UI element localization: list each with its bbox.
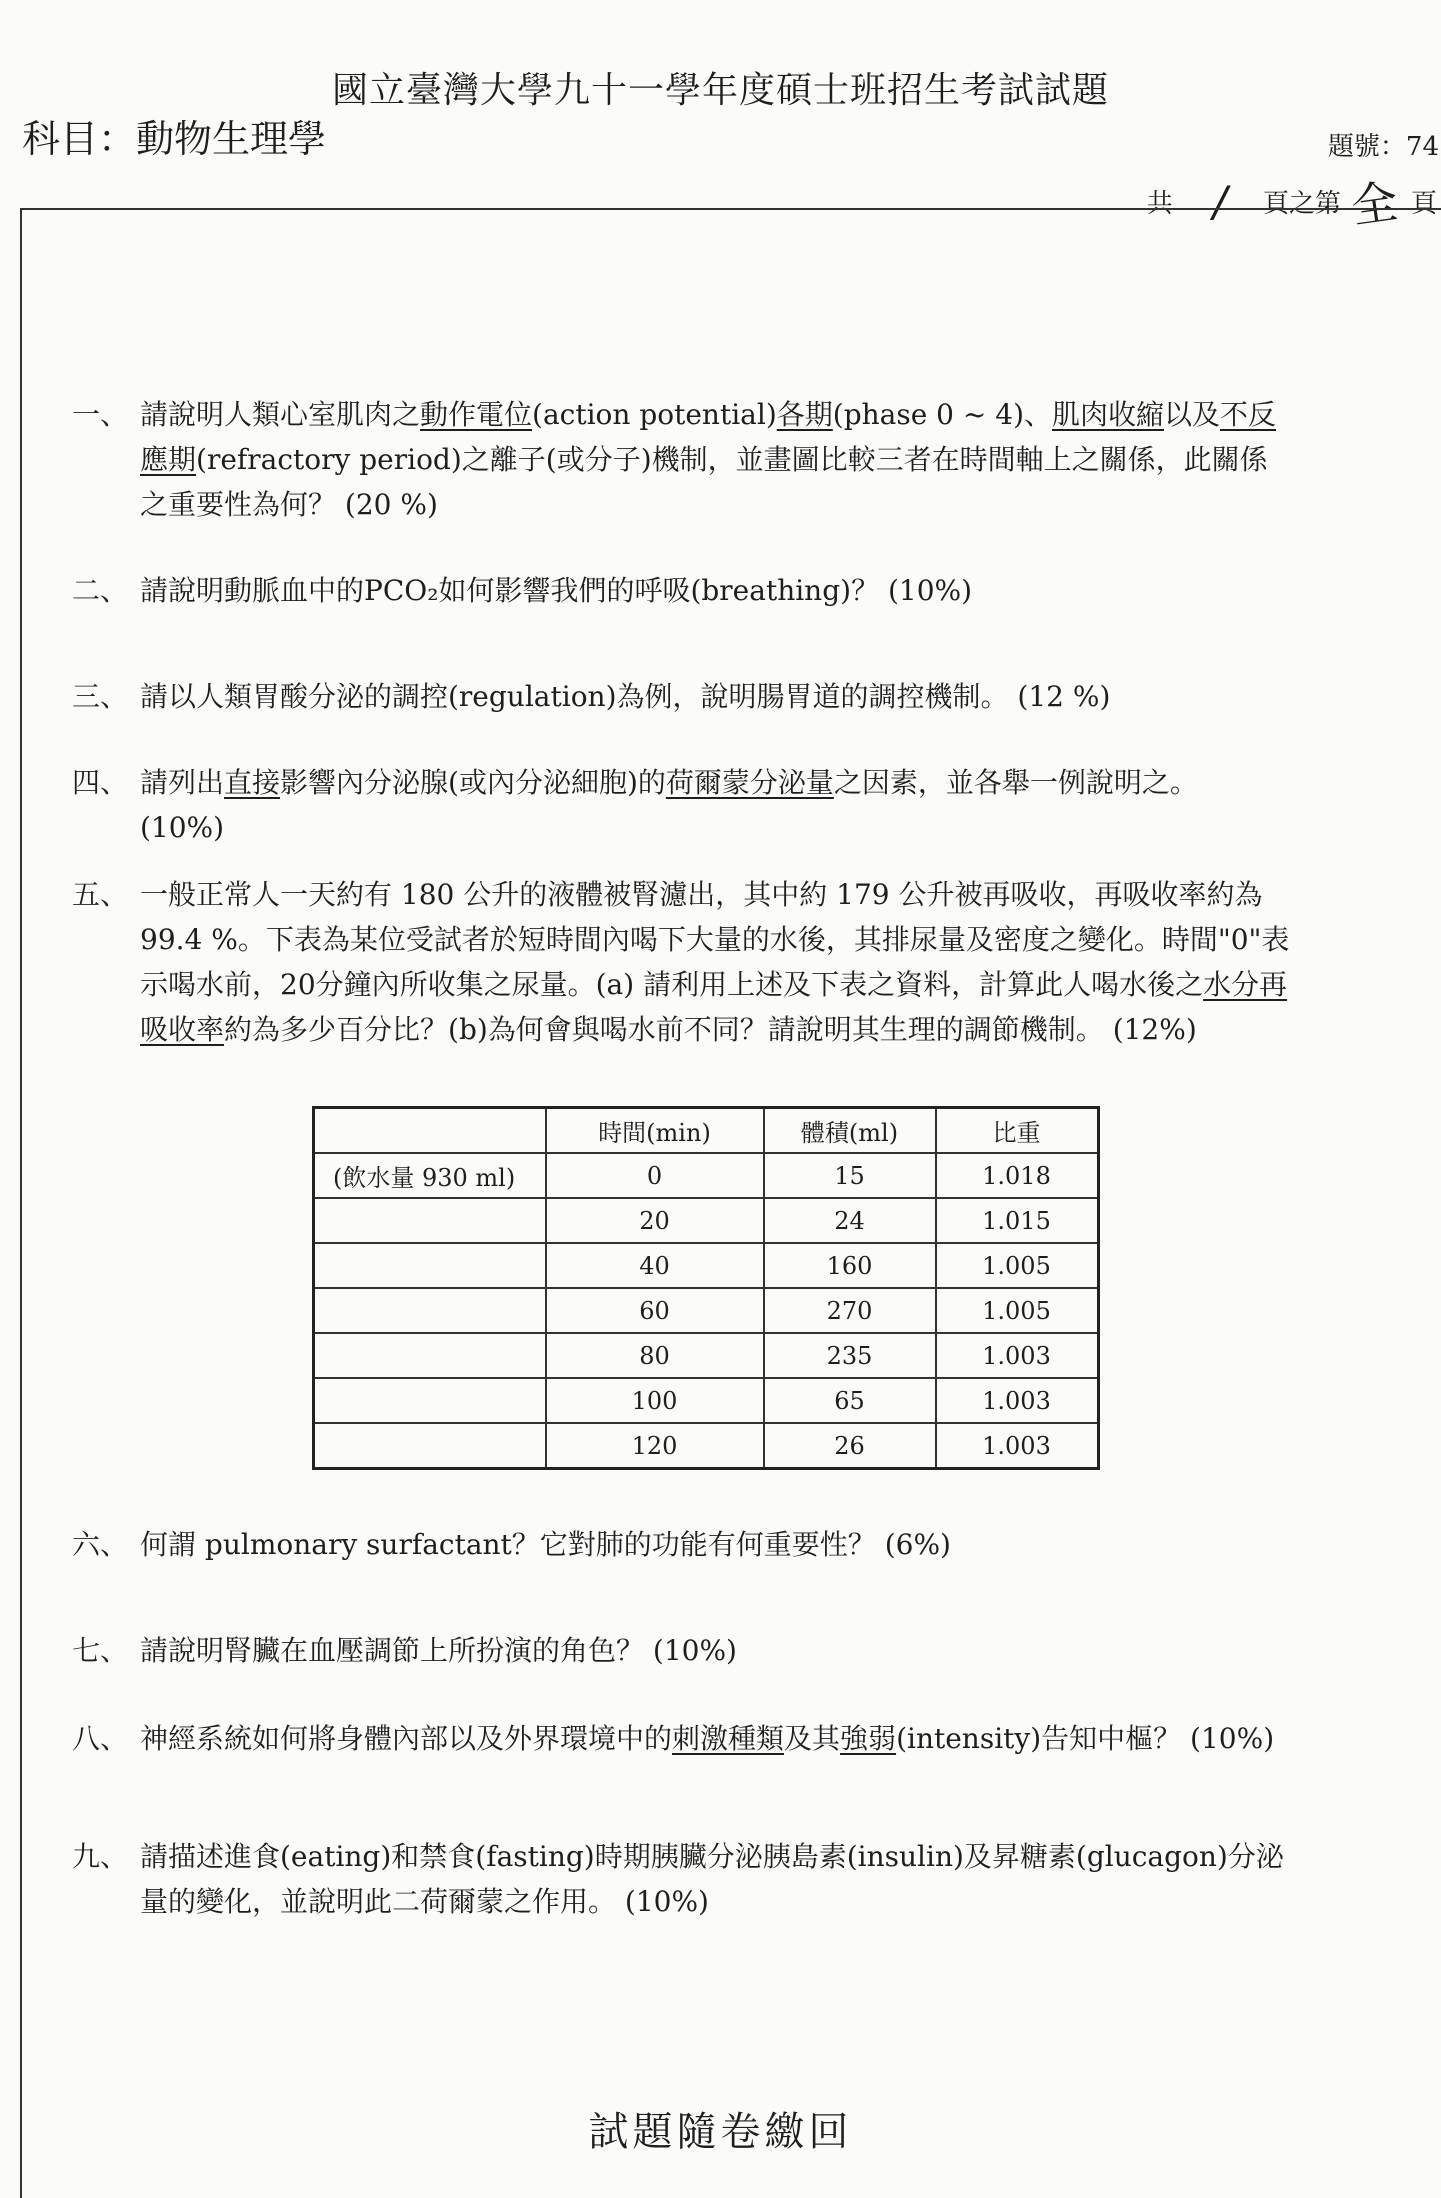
pages-mid: 頁之第 bbox=[1262, 188, 1341, 219]
table-cell bbox=[314, 1423, 546, 1469]
table-header-cell: 時間(min) bbox=[546, 1108, 764, 1154]
underlined-term: 肌肉收縮 bbox=[1052, 398, 1165, 431]
question-1 bbox=[72, 392, 1290, 527]
question-text: 請說明動脈血中的PCO₂如何影響我們的呼吸(breathing)？ (10%) bbox=[140, 574, 973, 607]
question-text: 何謂 pulmonary surfactant？它對肺的功能有何重要性？ (6%) bbox=[140, 1528, 951, 1561]
table-cell: 1.003 bbox=[936, 1378, 1099, 1423]
question-text: (intensity)告知中樞？ (10%) bbox=[896, 1722, 1275, 1755]
table-header-cell: 體積(ml) bbox=[764, 1108, 936, 1154]
table-row bbox=[314, 1423, 1099, 1469]
question-text: 請說明腎臟在血壓調節上所扮演的角色？ (10%) bbox=[140, 1634, 737, 1667]
question-text: 請說明人類心室肌肉之 bbox=[140, 398, 421, 431]
underlined-term: 動作電位 bbox=[420, 398, 533, 431]
pages-suffix: 頁 bbox=[1410, 188, 1437, 219]
table-header-row bbox=[314, 1108, 1099, 1154]
exam-number: 題號：74 bbox=[1327, 132, 1439, 162]
question-number: 四、 bbox=[72, 766, 129, 799]
subject-label: 科目：動物生理學 bbox=[22, 117, 327, 161]
table-cell: 1.005 bbox=[936, 1288, 1099, 1333]
question-number: 三、 bbox=[72, 680, 129, 713]
underlined-term: 刺激種類 bbox=[672, 1722, 785, 1755]
underlined-term: 不反應期 bbox=[140, 398, 1277, 476]
question-2 bbox=[72, 568, 1290, 613]
question-text: 以及 bbox=[1164, 398, 1221, 431]
table-cell: 1.015 bbox=[936, 1198, 1099, 1243]
question-text: 神經系統如何將身體內部以及外界環境中的 bbox=[140, 1722, 673, 1755]
table-cell: 160 bbox=[764, 1243, 936, 1288]
question-3 bbox=[72, 674, 1290, 719]
underlined-term: 水分再吸收率 bbox=[140, 968, 1288, 1046]
table-cell: 26 bbox=[764, 1423, 936, 1469]
question-4 bbox=[72, 760, 1290, 850]
table-cell: 15 bbox=[764, 1153, 936, 1198]
table-cell: 24 bbox=[764, 1198, 936, 1243]
pages-current: 全 bbox=[1347, 174, 1401, 234]
urine-data-table bbox=[312, 1106, 1100, 1470]
question-number: 二、 bbox=[72, 574, 129, 607]
question-text: 及其 bbox=[784, 1722, 841, 1755]
table-cell bbox=[314, 1378, 546, 1423]
question-9 bbox=[72, 1834, 1290, 1924]
table-row bbox=[314, 1288, 1099, 1333]
table-cell: 120 bbox=[546, 1423, 764, 1469]
question-number: 六、 bbox=[72, 1528, 129, 1561]
question-text: 一般正常人一天約有 180 公升的液體被腎濾出，其中約 179 公升被再吸收，再吸收率約為 99.4 %。下表為某位受試者於短時間內喝下大量的水後，其排尿量及密度之變化。時間"0"表示喝水前，20分鐘內所收集之尿量。(a) 請利用上述及下表之資料，計算此人喝水後之 bbox=[140, 878, 1290, 1001]
question-text: (refractory period)之離子(或分子)機制，並畫圖比較三者在時間軸上之關係，此關係之重要性為何？ (20 %) bbox=[140, 443, 1268, 521]
table-cell: 1.003 bbox=[936, 1333, 1099, 1378]
return-notice: 試題隨卷繳回 bbox=[588, 2109, 853, 2155]
table-cell: 80 bbox=[546, 1333, 764, 1378]
table-cell: 0 bbox=[546, 1153, 764, 1198]
question-text: 約為多少百分比？(b)為何會與喝水前不同？請說明其生理的調節機制。 (12%) bbox=[224, 1013, 1197, 1046]
question-number: 九、 bbox=[72, 1840, 129, 1873]
table-row bbox=[314, 1198, 1099, 1243]
question-text: (action potential) bbox=[532, 398, 777, 431]
table-cell: 1.005 bbox=[936, 1243, 1099, 1288]
table-cell: 65 bbox=[764, 1378, 936, 1423]
table-cell bbox=[314, 1243, 546, 1288]
question-number: 一、 bbox=[72, 398, 129, 431]
question-7 bbox=[72, 1628, 1290, 1673]
exam-title: 國立臺灣大學九十一學年度碩士班招生考試試題 bbox=[331, 70, 1109, 111]
table-cell: 1.018 bbox=[936, 1153, 1099, 1198]
question-8 bbox=[72, 1716, 1290, 1761]
underlined-term: 強弱 bbox=[840, 1722, 897, 1755]
table-cell: 100 bbox=[546, 1378, 764, 1423]
question-5 bbox=[72, 872, 1290, 1052]
table-cell bbox=[314, 1198, 546, 1243]
question-number: 八、 bbox=[72, 1722, 129, 1755]
table-cell: 1.003 bbox=[936, 1423, 1099, 1469]
question-text: 請描述進食(eating)和禁食(fasting)時期胰臟分泌胰島素(insulin)及昇糖素(glucagon)分泌量的變化，並說明此二荷爾蒙之作用。 (10%) bbox=[140, 1840, 1284, 1918]
table-cell bbox=[314, 1288, 546, 1333]
question-text: 請以人類胃酸分泌的調控(regulation)為例，說明腸胃道的調控機制。 (12 %) bbox=[140, 680, 1111, 713]
table-header-cell: 比重 bbox=[936, 1108, 1099, 1154]
table-cell bbox=[314, 1333, 546, 1378]
question-text: 之因素，並各舉一例說明之。 (10%) bbox=[140, 766, 1198, 844]
question-text: 影響內分泌腺(或內分泌細胞)的 bbox=[280, 766, 666, 799]
table-cell: 270 bbox=[764, 1288, 936, 1333]
question-text: 請列出 bbox=[140, 766, 225, 799]
question-number: 七、 bbox=[72, 1634, 129, 1667]
table-cell: 60 bbox=[546, 1288, 764, 1333]
table-cell: 40 bbox=[546, 1243, 764, 1288]
question-6 bbox=[72, 1522, 1290, 1567]
table-row bbox=[314, 1153, 1099, 1198]
pages-prefix: 共 bbox=[1146, 188, 1173, 219]
pages-total: / bbox=[1212, 176, 1227, 226]
table-cell: (飲水量 930 ml) bbox=[314, 1153, 546, 1198]
table-header-cell bbox=[314, 1108, 546, 1154]
table-cell: 235 bbox=[764, 1333, 936, 1378]
underlined-term: 荷爾蒙分泌量 bbox=[665, 766, 834, 799]
underlined-term: 各期 bbox=[776, 398, 833, 431]
table-row bbox=[314, 1378, 1099, 1423]
question-text: (phase 0 ~ 4)、 bbox=[832, 398, 1052, 431]
table-row bbox=[314, 1243, 1099, 1288]
table-row bbox=[314, 1333, 1099, 1378]
underlined-term: 直接 bbox=[224, 766, 281, 799]
table-cell: 20 bbox=[546, 1198, 764, 1243]
question-number: 五、 bbox=[72, 878, 129, 911]
